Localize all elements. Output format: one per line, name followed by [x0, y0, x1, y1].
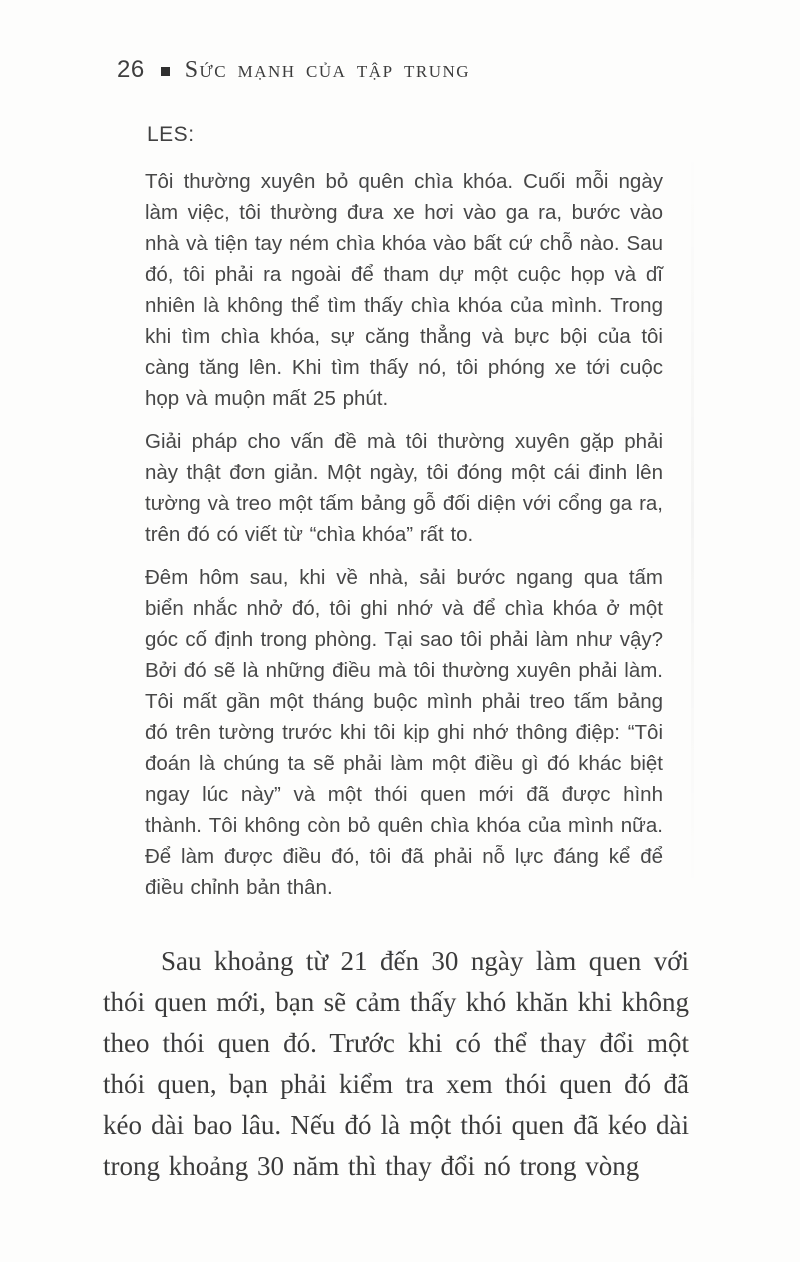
quote-paragraph: Đêm hôm sau, khi về nhà, sải bước ngang qua tấm biển nhắc nhở đó, tôi ghi nhớ và để chìa khóa ở một góc cố định trong phòng. Tại sao tôi phải làm như vậy? Bởi đó sẽ là những điều mà tôi thường xuyên phải làm. Tôi mất gần một tháng buộc mình phải treo tấm bảng đó trên tường trước khi tôi kịp ghi nhớ thông điệp: “Tôi đoán là chúng ta sẽ phải làm một điều gì đó khác biệt ngay lúc này” và một thói quen mới đã được hình thành. Tôi không còn bỏ quên chìa khóa của mình nữa. Để làm được điều đó, tôi đã phải nỗ lực đáng kể để điều chỉnh bản thân.	[145, 566, 663, 899]
square-bullet-icon	[161, 67, 170, 76]
scan-shadow-artifact	[691, 140, 694, 900]
quote-paragraphs	[145, 166, 663, 903]
quote-block	[145, 122, 663, 903]
page-number: 26	[117, 56, 145, 83]
chapter-title: Sức mạnh của tập trung	[184, 56, 471, 83]
running-header	[117, 56, 470, 84]
body-paragraph: Sau khoảng từ 21 đến 30 ngày làm quen với thói quen mới, bạn sẽ cảm thấy khó khăn khi không theo thói quen đó. Trước khi có thể thay đổi một thói quen, bạn phải kiểm tra xem thói quen đó đã kéo dài bao lâu. Nếu đó là một thói quen đã kéo dài trong khoảng 30 năm thì thay đổi nó trong vòng	[103, 946, 689, 1181]
quote-speaker-label: LES:	[147, 123, 195, 146]
quote-paragraph: Tôi thường xuyên bỏ quên chìa khóa. Cuối mỗi ngày làm việc, tôi thường đưa xe hơi vào ga ra, bước vào nhà và tiện tay ném chìa khóa vào bất cứ chỗ nào. Sau đó, tôi phải ra ngoài để tham dự một cuộc họp và dĩ nhiên là không thể tìm thấy chìa khóa của mình. Trong khi tìm chìa khóa, sự căng thẳng và bực bội của tôi càng tăng lên. Khi tìm thấy nó, tôi phóng xe tới cuộc họp và muộn mất 25 phút.	[145, 170, 663, 410]
quote-paragraph: Giải pháp cho vấn đề mà tôi thường xuyên gặp phải này thật đơn giản. Một ngày, tôi đóng một cái đinh lên tường và treo một tấm bảng gỗ đối diện với cổng ga ra, trên đó có viết từ “chìa khóa” rất to.	[145, 430, 663, 546]
